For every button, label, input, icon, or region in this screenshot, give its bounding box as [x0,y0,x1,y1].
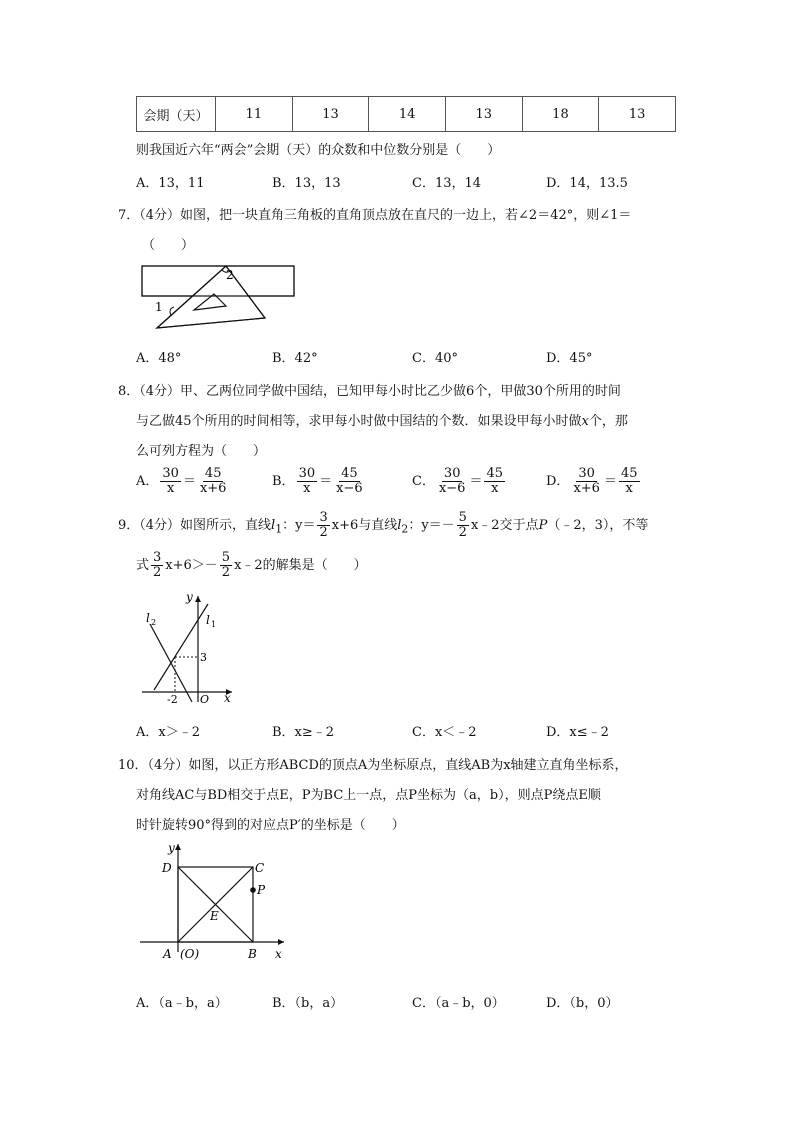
q9-line2: 式 $\frac{3}{2}$ x+6＞－ $\frac{5}{2}$ x﹣2的解集是（ ） [136,550,367,580]
table-cell: 18 [522,97,599,132]
fraction: $\frac{5}{2}$ [458,510,467,540]
table-header-cell: 会期（天） [137,97,216,132]
q10-option-c: C．（a﹣b，0） [412,996,505,1011]
fraction: $\frac{30}{x+6}$ [573,466,600,496]
fraction: $\frac{45}{x-6}$ [336,466,363,496]
table-cell: 11 [216,97,293,132]
option-letter: B． [272,474,295,489]
fraction: $\frac{30}{x}$ [162,466,179,496]
x-axis-arrow [278,939,284,945]
q7-stem-line1: 7．（4分）如图，把一块直角三角板的直角顶点放在直尺的一边上，若∠2＝42°，则∠1＝ [118,208,632,223]
point-p [250,887,256,893]
label-b: B [248,947,257,961]
q8-option-a: A． $\frac{30}{x}$ ＝ $\frac{45}{x+6}$ [136,466,227,496]
table-row [137,97,676,132]
table-cell: 13 [292,97,369,132]
q10-square-figure [134,840,294,966]
option-letter: D． [546,474,570,489]
tick-3: 3 [200,651,207,664]
q8-line3: 么可列方程为（ ） [136,444,267,459]
option-letter: C． [412,474,435,489]
option-letter: A． [136,474,159,489]
q6-stem: 则我国近六年“两会”会期（天）的众数和中位数分别是（ ） [136,143,501,158]
q7-option-a: A．48° [136,351,182,366]
q8-option-d: D． $\frac{30}{x+6}$ ＝ $\frac{45}{x}$ [546,466,638,496]
q10-line3: 时针旋转90°得到的对应点P′的坐标是（ ） [136,818,405,833]
q7-stem-line2: （ ） [142,238,195,253]
q7-option-c: C．40° [412,351,458,366]
label-d: D [162,861,172,875]
q10-line1: 10．（4分）如图，以正方形ABCD的顶点A为坐标原点，直线AB为x轴建立直角坐标系， [118,758,628,773]
q8-line2-text: 与乙做45个所用的时间相等，求甲每小时做中国结的个数．如果设甲每小时做 [136,414,582,429]
label-e: E [210,909,219,923]
angle-2-label: 2 [226,268,234,282]
l1-label: l [206,613,210,627]
q6-option-a: A．13，11 [136,176,205,191]
meeting-days-table [136,96,676,132]
q9-option-c: C．x＜﹣2 [412,725,477,740]
q8-line1: 8．（4分）甲、乙两位同学做中国结，已知甲每小时比乙少做6个，甲做30个所用的时间 [118,384,621,399]
fraction: $\frac{30}{x}$ [298,466,316,496]
label-p: P [257,883,266,897]
x-label: x [224,691,231,705]
q10-option-a: A．（a﹣b，a） [136,996,228,1011]
fraction: $\frac{45}{x}$ [486,466,504,496]
label-a: A [163,947,172,961]
q6-option-d: D．14，13.5 [546,176,628,191]
line-l2 [150,624,192,702]
y-axis-arrow [175,844,181,850]
q9-option-a: A．x＞﹣2 [136,725,200,740]
fraction: $\frac{45}{x+6}$ [199,466,227,496]
q7-option-d: D．45° [546,351,593,366]
l1-sub: 1 [211,620,217,629]
label-o: (O) [180,947,200,961]
table-cell: 13 [599,97,676,132]
origin-label: O [200,693,210,706]
q9-option-b: B．x≥﹣2 [272,725,335,740]
x-label: x [275,947,282,961]
fraction: $\frac{45}{x}$ [620,466,638,496]
y-axis-arrow [195,596,201,602]
q8-var: x [581,414,589,429]
q9-option-d: D．x≤﹣2 [546,725,609,740]
q8-option-b: B． $\frac{30}{x}$ ＝ $\frac{45}{x-6}$ [272,466,363,496]
q6-option-b: B．13，13 [272,176,341,191]
label-c: C [255,861,265,875]
fraction: $\frac{30}{x-6}$ [438,466,466,496]
tick-neg2: -2 [167,693,178,706]
q7-option-b: B．42° [272,351,318,366]
y-label: y [168,841,175,855]
q9-line1: 9．（4分）如图所示，直线$l_1$：y＝ $\frac{3}{2}$ x+6与直线$l_2$：y＝－ $\frac{5}{2}$ x﹣2交于点P（﹣2，3），不等 [118,510,649,540]
table-cell: 14 [369,97,446,132]
q7-ruler-triangle-figure [138,262,300,334]
y-label: y [186,590,193,604]
angle-1-label: 1 [155,300,163,314]
fraction: $\frac{3}{2}$ [153,550,162,580]
q8-line2 [136,410,628,429]
q6-option-c: C．13，14 [412,176,482,191]
fraction: $\frac{5}{2}$ [221,550,231,580]
table-cell: 13 [445,97,522,132]
q8-option-c: C． $\frac{30}{x-6}$ ＝ $\frac{45}{x}$ [412,466,504,496]
q10-option-d: D．（b，0） [546,996,619,1011]
fraction: $\frac{3}{2}$ [319,510,328,540]
q8-line2-end: 个，那 [588,414,628,429]
q10-line2: 对角线AC与BD相交于点E，P为BC上一点，点P坐标为（a，b），则点P绕点E顺 [136,788,601,803]
q10-option-b: B．（b，a） [272,996,344,1011]
l2-sub: 2 [151,618,157,627]
l2-label: l [146,611,150,625]
q9-graph-figure [134,590,244,708]
